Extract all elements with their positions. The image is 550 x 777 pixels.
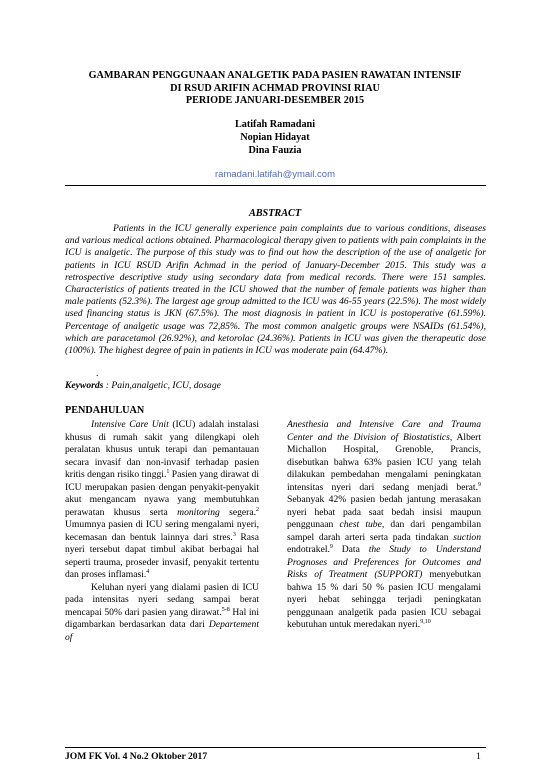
text-run: Umumnya pasien di ICU sering mengalami nyeri, kecemasan dan bentuk lainnya dari stres. [65, 519, 259, 543]
paragraph [287, 419, 481, 632]
text-run: Hal ini digambarkan berdasarkan data dari [65, 606, 259, 630]
citation: 2 [256, 506, 260, 513]
text-italic: chest tube [339, 519, 382, 530]
text-run: endotrakel. [287, 544, 330, 555]
text-italic: monitoring [177, 506, 220, 518]
paragraph [65, 419, 259, 582]
text-run: (ICU) adalah instalasi khusus di rumah sakit yang dilengkapi oleh peralatan khusus untuk terapi dan pemantauan secara invasif dan non-invasif terhadap pasien kritis dengan risiko tinggi. [65, 419, 259, 480]
abstract-heading: ABSTRACT [248, 208, 302, 219]
text-run: Data [332, 544, 369, 555]
text-run: Pasien yang dirawat di ICU merupakan pasien dengan penyakit-penyakit akut mengancam nyawa yang membutuhkan perawatan khusus serta [65, 469, 259, 518]
section-title: PENDAHULUAN [65, 405, 145, 416]
title-line-2: DI RSUD ARIFIN ACHMAD PROVINSI RIAU [170, 82, 380, 94]
keywords-label: Keywords [65, 380, 104, 391]
journal-citation: JOM FK Vol. 4 No.2 Oktober 2017 [65, 751, 208, 762]
keywords-value: : Pain,analgetic, ICU, dosage [105, 380, 221, 391]
abstract-text: Patients in the ICU generally experience pain complaints due to various conditions, diseases and various medical actions obtained. Pharmacological therapy given to patients with pain complaints in the ICU is analgetic. The purpose of this study was to find out how the description of the use of analgetic for patients in ICU RSUD Arifin Achmad in the period of January-December 2015. This study was a retrospective descriptive study using secondary data from medical records. There were 151 samples. Characteristics of patients treated in the ICU showed that the number of female patients was higher than male patients (52.3%). The largest age group admitted to the ICU was 46-55 years (22.5%). The most widely used financing status is JKN (67.5%). The most diagnosis in patient in ICU is postoperative (61.59%). Percentage of analgetic usage was 72,85%. The most common analgetic groups were NSAIDs (61.54%), which are paracetamol (26.92%), and ketorolac (24.36%). Patients in ICU was given the therapeutic dose (100%). The highest degree of pain in patients in ICU was moderate pain (64.47%). [65, 223, 486, 357]
author-name: Latifah Ramadani [234, 119, 316, 130]
text-run: segera. [219, 506, 257, 518]
citation: 1 [166, 468, 170, 475]
text-italic: Intensive Care Unit [91, 419, 169, 430]
header-divider [65, 185, 486, 186]
abstract-trailing-dot: . [96, 368, 99, 379]
author-name: Nopian Hidayat [240, 132, 310, 143]
text-run: Keluhan nyeri yang dialami pasien di ICU pada intensitas nyeri sedang sampai berat mencapai 50% dari pasien yang dirawat. [65, 581, 259, 618]
text-italic: the Study to Understand Prognoses and Preferences for Outcomes and Risks of Treatment (SUPPORT) [287, 544, 481, 580]
title-line-3: PERIODE JANUARI-DESEMBER 2015 [185, 95, 365, 106]
text-run: , dan dari pengambilan sampel darah arteri serta pada tindakan [287, 519, 481, 543]
text-italic: Departement of [65, 619, 259, 643]
body-column-left [65, 419, 259, 644]
body-column-right [287, 419, 481, 632]
text-italic: suction [453, 531, 481, 543]
citation: 3 [232, 531, 236, 538]
citation: 9 [478, 481, 481, 488]
text-run: Rasa nyeri tersebut dapat timbul akibat berbagai hal seperti trauma, proseder invasif, penyakit tertentu dan proses inflamasi. [65, 531, 259, 580]
citation: 9,10 [420, 618, 431, 625]
page-number: 1 [476, 751, 481, 762]
text-italic: Anesthesia and Intensive Care and Trauma Center and the Division of Biostatistics [287, 419, 481, 443]
text-run: menyebutkan bahwa 15 % dari 50 % pasien ICU mengalami nyeri hebat sehingga terjadi peningkatan penggunaan analgetik pada pasien ICU sebagai kebutuhan untuk meredakan nyeri. [287, 569, 481, 630]
citation: 9 [329, 543, 333, 550]
keywords [65, 380, 221, 391]
author-list [40, 118, 510, 157]
citation: 5-8 [221, 606, 230, 613]
text-run: , Albert Michallon Hospital, Grenoble, Prancis, disebutkan bahwa 63% pasien ICU yang telah dilakukan pembedahan mengalami peningkatan intensitas nyeri dari sedang menjadi berat. [287, 431, 482, 493]
paper-title [40, 70, 510, 108]
text-run: Sebanyak 42% pasien bedah jantung merasakan nyeri hebat pada saat bedah insisi maupun penggunaan [287, 494, 481, 530]
footer-divider [65, 747, 486, 748]
author-email[interactable]: ramadani.latifah@ymail.com [215, 169, 335, 180]
paragraph [65, 582, 259, 645]
author-name: Dina Fauzia [248, 145, 302, 156]
title-line-1: GAMBARAN PENGGUNAAN ANALGETIK PADA PASIEN RAWATAN INTENSIF [88, 70, 462, 81]
citation: 4 [146, 568, 150, 575]
